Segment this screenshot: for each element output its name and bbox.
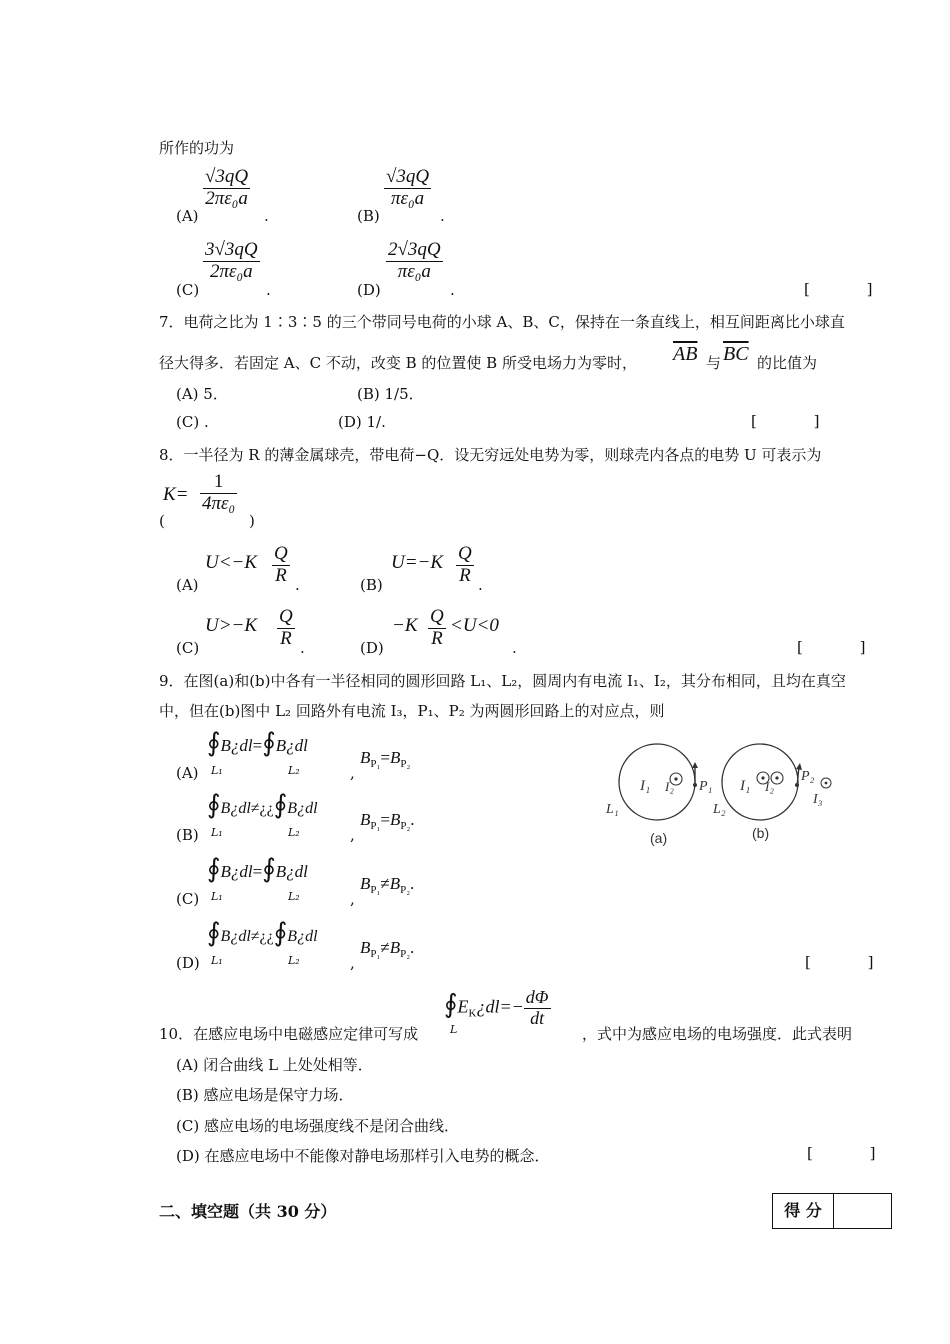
q7-yu: 与 xyxy=(706,354,722,372)
fig-b-l2-label: L₂ xyxy=(713,802,726,817)
fig-a-i1-label: I₁ xyxy=(640,778,651,794)
q6-opt-b-period: . xyxy=(440,207,445,225)
fig-a-l1-label: L₁ xyxy=(606,802,619,817)
q6-opt-b-label: (B) xyxy=(357,207,380,225)
q9-opt-c-l2: L₂ xyxy=(288,890,300,903)
q9-opt-b-relation: $B_{P_1}=B_{P_2}$. xyxy=(360,810,415,832)
q9-opt-b-comma: , xyxy=(350,826,355,844)
fig-b-i3-label: I₃ xyxy=(813,792,823,807)
q9-opt-b-integral: ∮B¿dl≠¿¿∮B¿dl xyxy=(207,790,318,819)
loop-l1-circle xyxy=(619,744,695,820)
q9-opt-b-l2: L₂ xyxy=(288,826,300,839)
q9-opt-d-label: (D) xyxy=(176,954,200,972)
q8-paren-open: ( xyxy=(159,512,165,530)
q6-opt-c-formula: $\frac{3√3qQ}{\text{2πε₀a}}$ xyxy=(205,239,258,282)
q8-opt-b-frac: $\frac{Q}{R}$ xyxy=(458,543,472,586)
q6-opt-a-label: (A) xyxy=(176,207,199,225)
fig-b-i1-label: I₁ xyxy=(740,778,751,794)
q9-opt-a-label: (A) xyxy=(176,764,199,782)
score-label: 得 分 xyxy=(773,1194,834,1228)
q8-line1: 8．一半径为 R 的薄金属球壳，带电荷−Q．设无穷远处电势为零，则球壳内各点的电势 U 可表示为 xyxy=(159,446,822,464)
q8-paren-close: ) xyxy=(249,512,255,530)
q7-segment-ab: $\overline{AB}$ xyxy=(673,343,698,365)
q9-opt-a-comma: , xyxy=(350,764,355,782)
q6-opt-d-label: (D) xyxy=(357,281,381,299)
q8-opt-d-post: <U<0 xyxy=(450,615,499,636)
q9-opt-d-l2: L₂ xyxy=(288,954,300,967)
q6-opt-a-period: . xyxy=(264,207,269,225)
fig-b-caption: (b) xyxy=(752,825,770,841)
q10-law-formula: $∮E_K¿dl=-$ $\frac{d\Phi}{dt}$ xyxy=(444,987,549,1028)
q8-opt-c-period: . xyxy=(300,639,305,657)
q6-answer-bracket: [ ] xyxy=(804,280,873,298)
q8-opt-d-period: . xyxy=(512,639,517,657)
q8-opt-b-label: (B) xyxy=(360,576,383,594)
q6-opt-a-formula: $\frac{√3qQ}{\text{2πε₀a}}$ xyxy=(205,166,249,209)
loop-l2-circle xyxy=(722,744,798,820)
q7-segment-bc: $\overline{BC}$ xyxy=(723,343,749,365)
q9-opt-b-l1: L₁ xyxy=(211,826,223,839)
q10-opt-c: (C) 感应电场的电场强度线不是闭合曲线． xyxy=(176,1117,459,1135)
q7-opt-a: (A) 5． xyxy=(176,385,228,403)
q8-opt-a-expr: U<−K xyxy=(205,552,258,573)
q9-opt-c-comma: , xyxy=(350,890,355,908)
q7-line1: 7．电荷之比为 1∶3∶5 的三个带同号电荷的小球 A、B、C，保持在一条直线上，相互间距离比小球直 xyxy=(159,313,845,331)
fig-b-p2-label: P₂ xyxy=(801,769,815,784)
fig-a-caption: (a) xyxy=(650,830,668,846)
q7-answer-bracket: [ ] xyxy=(751,412,820,430)
current-i2b-dot xyxy=(775,776,778,779)
q9-opt-a-l1: L₁ xyxy=(211,764,223,777)
fig-b-i2-label: I₂ xyxy=(765,779,774,794)
q9-opt-d-relation: $B_{P_1}\ne B_{P_2}$. xyxy=(360,938,415,960)
q10-loop-label: L xyxy=(450,1023,458,1036)
q8-k-frac: $\frac{1}{\text{4πε₀}}$ xyxy=(202,471,236,514)
q9-answer-bracket: [ ] xyxy=(805,953,874,971)
q8-opt-c-expr: U>−K xyxy=(205,615,258,636)
q7-opt-c: (C) . xyxy=(176,413,209,431)
q9-opt-d-integral: ∮B¿dl≠¿¿∮B¿dl xyxy=(207,918,318,947)
q9-opt-c-label: (C) xyxy=(176,890,200,908)
q9-opt-b-label: (B) xyxy=(176,826,199,844)
figure-b xyxy=(712,744,831,841)
q9-opt-a-integral: ∮B¿dl=∮B¿dl xyxy=(207,728,308,757)
q9-line1: 9．在图(a)和(b)中各有一半径相同的圆形回路 L₁、L₂，圆周内有电流 I₁、I₂，其分布相同，且均在真空 xyxy=(159,672,846,690)
q8-opt-a-label: (A) xyxy=(176,576,199,594)
q8-opt-c-frac: $\frac{Q}{R}$ xyxy=(279,606,293,649)
figure-a xyxy=(605,744,712,846)
q9-opt-d-l1: L₁ xyxy=(211,954,223,967)
q8-opt-c-label: (C) xyxy=(176,639,200,657)
q9-opt-d-comma: , xyxy=(350,954,355,972)
q10-lead: 10．在感应电场中电磁感应定律可写成 xyxy=(159,1025,419,1043)
q8-opt-a-frac: $\frac{Q}{R}$ xyxy=(274,543,288,586)
q6-opt-d-period: . xyxy=(450,281,455,299)
fig-a-i2-label: I₂ xyxy=(665,779,674,794)
q9-opt-c-integral: ∮B¿dl=∮B¿dl xyxy=(207,854,308,883)
q9-figure xyxy=(600,735,840,850)
q7-line2-post: 的比值为 xyxy=(757,354,818,372)
p1-arrow-head xyxy=(692,762,698,768)
p2-point xyxy=(795,783,799,787)
q8-answer-bracket: [ ] xyxy=(797,638,866,656)
q6-opt-d-formula: $\frac{2√3qQ}{\text{πε₀a}}$ xyxy=(388,239,441,282)
q10-opt-d: (D) 在感应电场中不能像对静电场那样引入电势的概念． xyxy=(176,1147,550,1165)
q8-opt-d-frac: $\frac{Q}{R}$ xyxy=(430,606,444,649)
q6-opt-b-formula: $\frac{√3qQ}{\text{πε₀a}}$ xyxy=(386,166,430,209)
q6-opt-c-period: . xyxy=(266,281,271,299)
q9-opt-a-relation: $B_{P_1}=B_{P_2}$ xyxy=(360,748,411,770)
q10-tail: ，式中为感应电场的电场强度．此式表明 xyxy=(582,1025,853,1043)
current-i3-dot xyxy=(825,782,828,785)
q8-k-lhs: K= xyxy=(163,484,189,505)
q9-opt-c-relation: $B_{P_1}\ne B_{P_2}$. xyxy=(360,874,415,896)
q10-opt-b: (B) 感应电场是保守力场． xyxy=(176,1086,354,1104)
p1-point xyxy=(693,783,697,787)
q9-line2: 中，但在(b)图中 L₂ 回路外有电流 I₃，P₁、P₂ 为两圆形回路上的对应点，则 xyxy=(159,702,665,720)
fig-a-p1-label: P₁ xyxy=(699,779,713,794)
q9-opt-c-l1: L₁ xyxy=(211,890,223,903)
q7-opt-d: (D) 1/. xyxy=(338,413,386,431)
q8-opt-b-expr: U=−K xyxy=(391,552,444,573)
q8-opt-b-period: . xyxy=(478,576,483,594)
q8-opt-d-label: (D) xyxy=(360,639,384,657)
q7-line2-pre: 径大得多．若固定 A、C 不动，改变 B 的位置使 B 所受电场力为零时， xyxy=(159,354,637,372)
q6-tail: 所作的功为 xyxy=(159,139,235,157)
q10-opt-a: (A) 闭合曲线 L 上处处相等． xyxy=(176,1056,373,1074)
q8-opt-d-pre: −K xyxy=(392,615,418,636)
q10-answer-bracket: [ ] xyxy=(807,1144,876,1162)
q6-opt-c-label: (C) xyxy=(176,281,200,299)
q9-opt-a-l2: L₂ xyxy=(288,764,300,777)
section2-title: 二、填空题（共 30 分） xyxy=(159,1202,337,1221)
q7-opt-b: (B) 1/5． xyxy=(357,385,424,403)
q8-opt-a-period: . xyxy=(295,576,300,594)
score-box xyxy=(772,1193,892,1229)
current-i1-dot xyxy=(674,777,677,780)
